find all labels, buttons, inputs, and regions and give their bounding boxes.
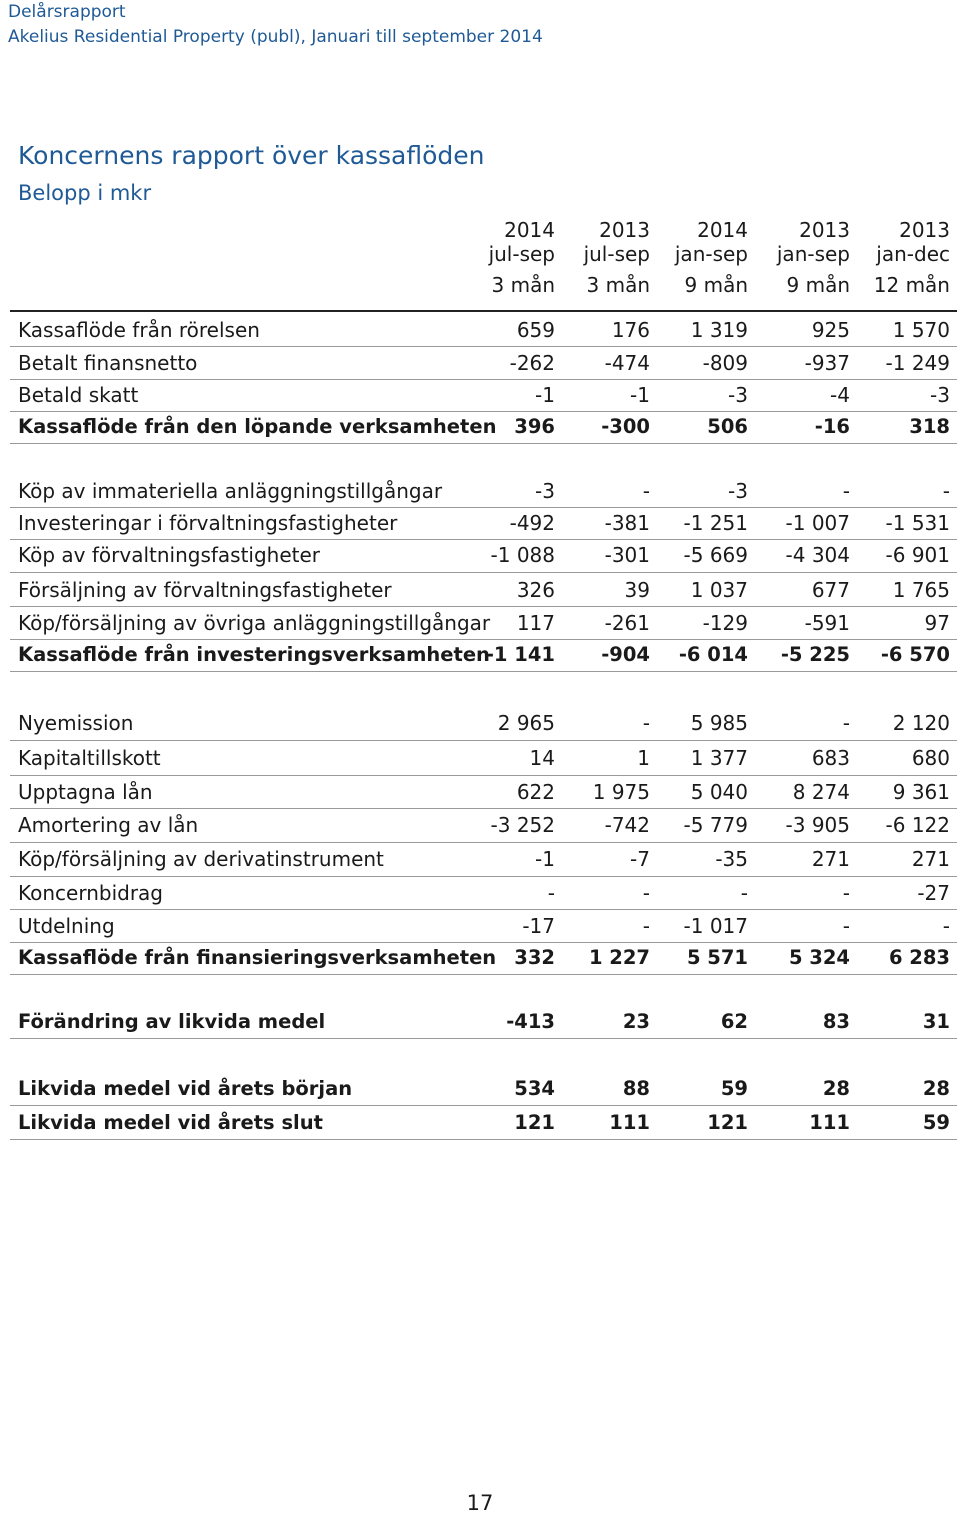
- row-value: -17: [522, 914, 555, 938]
- row-value: -: [642, 881, 650, 905]
- column-year: 2014: [504, 218, 555, 242]
- row-divider: [10, 942, 957, 943]
- row-value: 1 227: [588, 946, 650, 969]
- column-period: jan-dec: [876, 242, 950, 266]
- row-value: -3: [930, 383, 950, 407]
- column-year: 2013: [899, 218, 950, 242]
- row-value: 318: [909, 415, 950, 438]
- row-value: -6 901: [885, 543, 950, 567]
- row-value: -262: [509, 351, 555, 375]
- row-value: -6 014: [678, 643, 748, 666]
- row-divider: [10, 443, 957, 444]
- row-value: -6 570: [880, 643, 950, 666]
- row-value: 121: [707, 1111, 748, 1134]
- row-divider: [10, 572, 957, 573]
- row-label: Utdelning: [18, 914, 115, 938]
- row-value: 1 765: [892, 578, 950, 602]
- row-value: -1 007: [785, 511, 850, 535]
- row-label: Köp av immateriella anläggningstillgångar: [18, 479, 443, 503]
- subtotal-row: [18, 944, 951, 972]
- row-value: -1 141: [485, 643, 555, 666]
- row-divider: [10, 346, 957, 347]
- row-value: -6 122: [885, 813, 950, 837]
- row-divider: [10, 671, 957, 672]
- row-label: Köp av förvaltningsfastigheter: [18, 543, 321, 567]
- row-divider: [10, 1139, 957, 1140]
- row-value: 5 571: [686, 946, 748, 969]
- row-value: -301: [604, 543, 650, 567]
- row-divider: [10, 974, 957, 975]
- row-label: Kassaflöde från rörelsen: [18, 318, 260, 342]
- row-value: -: [642, 711, 650, 735]
- table-row: [18, 744, 951, 772]
- table-row: [18, 778, 951, 806]
- column-year: 2013: [599, 218, 650, 242]
- row-value: -: [547, 881, 555, 905]
- row-value: -4 304: [785, 543, 850, 567]
- row-value: -: [842, 479, 850, 503]
- table-row: [18, 811, 951, 839]
- column-period: jul-sep: [488, 242, 555, 266]
- row-value: 23: [622, 1010, 650, 1033]
- row-value: 506: [707, 415, 748, 438]
- row-value: 1 319: [690, 318, 748, 342]
- total-row: [18, 1075, 951, 1103]
- table-row: [18, 541, 951, 569]
- row-value: -591: [804, 611, 850, 635]
- document-type: Delårsrapport: [8, 2, 126, 22]
- row-divider: [10, 808, 957, 809]
- row-value: -3: [728, 383, 748, 407]
- row-divider: [10, 539, 957, 540]
- column-period: jul-sep: [583, 242, 650, 266]
- column-year: 2014: [697, 218, 748, 242]
- column-months: 3 mån: [491, 273, 555, 297]
- row-value: 5 985: [690, 711, 748, 735]
- table-row: [18, 609, 951, 637]
- column-months: 9 mån: [786, 273, 850, 297]
- row-value: 2 120: [892, 711, 950, 735]
- company-period: Akelius Residential Property (publ), Januari till september 2014: [8, 27, 543, 47]
- row-value: 5 324: [788, 946, 850, 969]
- row-value: 1 377: [690, 746, 748, 770]
- amount-unit: Belopp i mkr: [18, 181, 152, 205]
- row-value: -: [740, 881, 748, 905]
- row-value: -1: [535, 383, 555, 407]
- row-value: -492: [509, 511, 555, 535]
- row-value: -809: [702, 351, 748, 375]
- row-divider: [10, 507, 957, 508]
- row-divider: [10, 1038, 957, 1039]
- row-value: 1 975: [592, 780, 650, 804]
- row-value: 6 283: [888, 946, 950, 969]
- row-value: -413: [506, 1010, 555, 1033]
- row-label: Koncernbidrag: [18, 881, 163, 905]
- row-value: 271: [911, 847, 950, 871]
- row-value: -7: [630, 847, 650, 871]
- column-months: 3 mån: [586, 273, 650, 297]
- row-value: 14: [529, 746, 555, 770]
- row-value: -: [842, 711, 850, 735]
- total-row: [18, 1008, 951, 1036]
- row-value: -261: [604, 611, 650, 635]
- column-period: jan-sep: [674, 242, 748, 266]
- table-row: [18, 477, 951, 505]
- row-label: Betald skatt: [18, 383, 139, 407]
- row-value: -1 531: [885, 511, 950, 535]
- row-value: -3: [535, 479, 555, 503]
- row-value: -3 252: [490, 813, 555, 837]
- row-value: 31: [922, 1010, 950, 1033]
- statement-title: Koncernens rapport över kassaflöden: [18, 141, 485, 170]
- row-value: 62: [720, 1010, 748, 1033]
- row-divider: [10, 842, 957, 843]
- row-value: 925: [811, 318, 850, 342]
- row-value: 97: [924, 611, 950, 635]
- column-year: 2013: [799, 218, 850, 242]
- table-row: [18, 316, 951, 344]
- row-value: -27: [917, 881, 950, 905]
- row-value: -742: [604, 813, 650, 837]
- row-label: Försäljning av förvaltningsfastigheter: [18, 578, 392, 602]
- row-value: -904: [601, 643, 650, 666]
- row-value: 534: [514, 1077, 555, 1100]
- row-label: Investeringar i förvaltningsfastigheter: [18, 511, 398, 535]
- table-row: [18, 509, 951, 537]
- row-value: 39: [624, 578, 650, 602]
- column-period: jan-sep: [776, 242, 850, 266]
- row-value: 28: [822, 1077, 850, 1100]
- row-value: 683: [811, 746, 850, 770]
- row-value: -1 249: [885, 351, 950, 375]
- row-value: 1 570: [892, 318, 950, 342]
- row-value: -: [942, 914, 950, 938]
- page-number: 17: [466, 1491, 494, 1515]
- row-label: Likvida medel vid årets slut: [18, 1111, 323, 1134]
- row-value: 83: [822, 1010, 850, 1033]
- row-value: -129: [702, 611, 748, 635]
- row-value: 396: [514, 415, 555, 438]
- row-label: Köp/försäljning av derivatinstrument: [18, 847, 384, 871]
- row-divider: [10, 606, 957, 607]
- row-value: 1: [637, 746, 650, 770]
- row-value: -16: [814, 415, 850, 438]
- row-value: -1 017: [683, 914, 748, 938]
- row-divider: [10, 740, 957, 741]
- row-value: 111: [609, 1111, 650, 1134]
- row-label: Betalt finansnetto: [18, 351, 198, 375]
- row-value: 271: [811, 847, 850, 871]
- row-value: -5 779: [683, 813, 748, 837]
- table-row: [18, 845, 951, 873]
- row-value: 111: [809, 1111, 850, 1134]
- row-label: Amortering av lån: [18, 813, 199, 837]
- row-value: 59: [922, 1111, 950, 1134]
- column-header: [830, 218, 950, 297]
- row-value: -: [942, 479, 950, 503]
- total-row: [18, 1109, 951, 1137]
- row-value: -: [842, 914, 850, 938]
- row-divider: [10, 639, 957, 640]
- row-value: -474: [604, 351, 650, 375]
- subtotal-row: [18, 413, 951, 441]
- table-row: [18, 709, 951, 737]
- row-value: 2 965: [497, 711, 555, 735]
- row-value: -35: [715, 847, 748, 871]
- row-value: -: [642, 479, 650, 503]
- row-value: 117: [516, 611, 555, 635]
- row-label: Nyemission: [18, 711, 134, 735]
- row-value: -300: [601, 415, 650, 438]
- row-value: 332: [514, 946, 555, 969]
- row-value: -1 088: [490, 543, 555, 567]
- row-value: 326: [516, 578, 555, 602]
- table-row: [18, 381, 951, 409]
- row-divider: [10, 1105, 957, 1106]
- row-label: Förändring av likvida medel: [18, 1010, 326, 1033]
- row-value: 5 040: [690, 780, 748, 804]
- row-value: -3: [728, 479, 748, 503]
- row-value: -1 251: [683, 511, 748, 535]
- row-value: -1: [630, 383, 650, 407]
- table-row: [18, 349, 951, 377]
- row-value: -381: [604, 511, 650, 535]
- row-label: Kapitaltillskott: [18, 746, 161, 770]
- row-label: Kassaflöde från den löpande verksamheten: [18, 415, 497, 438]
- row-value: -937: [804, 351, 850, 375]
- row-value: 9 361: [892, 780, 950, 804]
- row-value: 1 037: [690, 578, 748, 602]
- row-divider: [10, 411, 957, 412]
- header-rule: [10, 310, 957, 312]
- row-value: 28: [922, 1077, 950, 1100]
- row-value: -3 905: [785, 813, 850, 837]
- row-divider: [10, 876, 957, 877]
- row-value: 677: [811, 578, 850, 602]
- row-label: Köp/försäljning av övriga anläggningstillgångar: [18, 611, 491, 635]
- table-row: [18, 879, 951, 907]
- row-value: 659: [516, 318, 555, 342]
- row-value: 59: [720, 1077, 748, 1100]
- row-value: 680: [911, 746, 950, 770]
- row-value: 121: [514, 1111, 555, 1134]
- row-label: Kassaflöde från investeringsverksamheten: [18, 643, 490, 666]
- row-value: 88: [622, 1077, 650, 1100]
- row-value: -1: [535, 847, 555, 871]
- row-value: -5 225: [780, 643, 850, 666]
- row-value: 622: [516, 780, 555, 804]
- table-row: [18, 912, 951, 940]
- row-divider: [10, 775, 957, 776]
- row-divider: [10, 379, 957, 380]
- row-divider: [10, 909, 957, 910]
- row-label: Likvida medel vid årets början: [18, 1077, 353, 1100]
- row-value: -5 669: [683, 543, 748, 567]
- row-value: 8 274: [792, 780, 850, 804]
- column-months: 12 mån: [873, 273, 950, 297]
- row-label: Kassaflöde från finansieringsverksamheten: [18, 946, 497, 969]
- table-row: [18, 576, 951, 604]
- row-value: -: [642, 914, 650, 938]
- subtotal-row: [18, 641, 951, 669]
- row-label: Upptagna lån: [18, 780, 153, 804]
- column-months: 9 mån: [684, 273, 748, 297]
- row-value: -4: [830, 383, 850, 407]
- row-value: -: [842, 881, 850, 905]
- row-value: 176: [611, 318, 650, 342]
